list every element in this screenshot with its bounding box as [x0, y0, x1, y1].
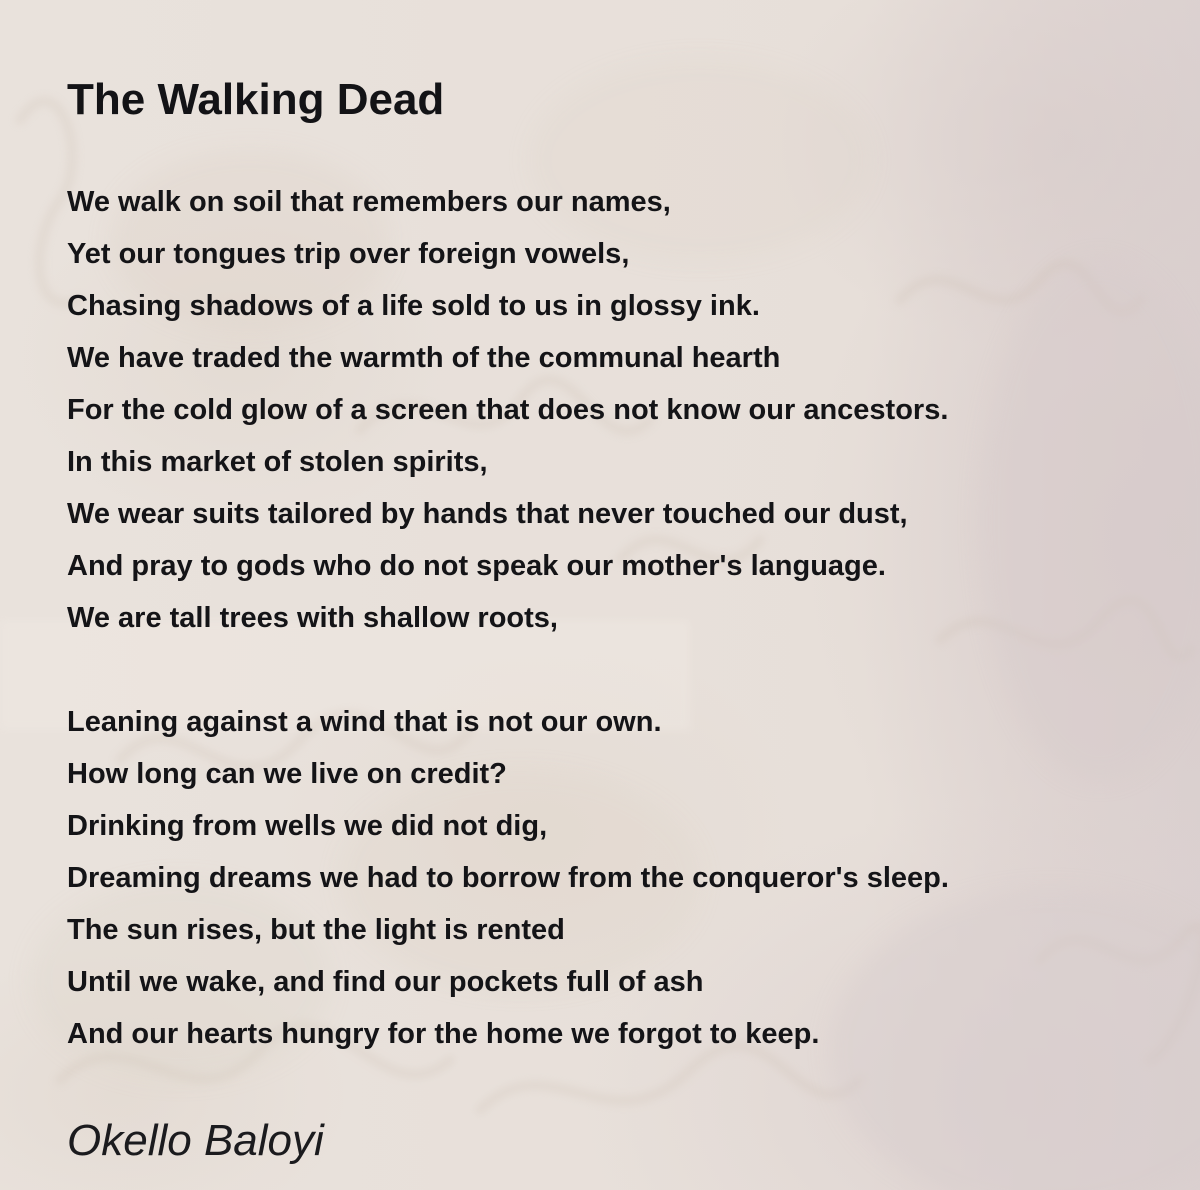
stanza-1 — [67, 176, 1147, 644]
poem-content — [67, 47, 1147, 1165]
poem-line: Until we wake, and find our pockets full of ash — [67, 966, 704, 999]
poem-line: We are tall trees with shallow roots, — [67, 602, 558, 635]
poem-title: The Walking Dead — [67, 75, 445, 125]
poem-line: Drinking from wells we did not dig, — [67, 810, 548, 843]
poem-body — [67, 176, 1147, 1060]
poem-line: We wear suits tailored by hands that never touched our dust, — [67, 498, 908, 531]
poem-line: We walk on soil that remembers our names, — [67, 186, 671, 219]
poem-line: For the cold glow of a screen that does not know our ancestors. — [67, 394, 949, 427]
poem-line: In this market of stolen spirits, — [67, 446, 488, 479]
poem-line: And pray to gods who do not speak our mother's language. — [67, 550, 886, 583]
poem-line: We have traded the warmth of the communal hearth — [67, 342, 781, 375]
poem-line: The sun rises, but the light is rented — [67, 914, 565, 947]
poem-author: Okello Baloyi — [67, 1116, 324, 1166]
poem-line: And our hearts hungry for the home we forgot to keep. — [67, 1018, 820, 1051]
poem-line: How long can we live on credit? — [67, 758, 507, 791]
stanza-2 — [67, 696, 1147, 1060]
poem-line: Chasing shadows of a life sold to us in glossy ink. — [67, 290, 760, 323]
poem-line: Dreaming dreams we had to borrow from the conqueror's sleep. — [67, 862, 949, 895]
poem-line: Leaning against a wind that is not our own. — [67, 706, 662, 739]
poem-line: Yet our tongues trip over foreign vowels, — [67, 238, 630, 271]
